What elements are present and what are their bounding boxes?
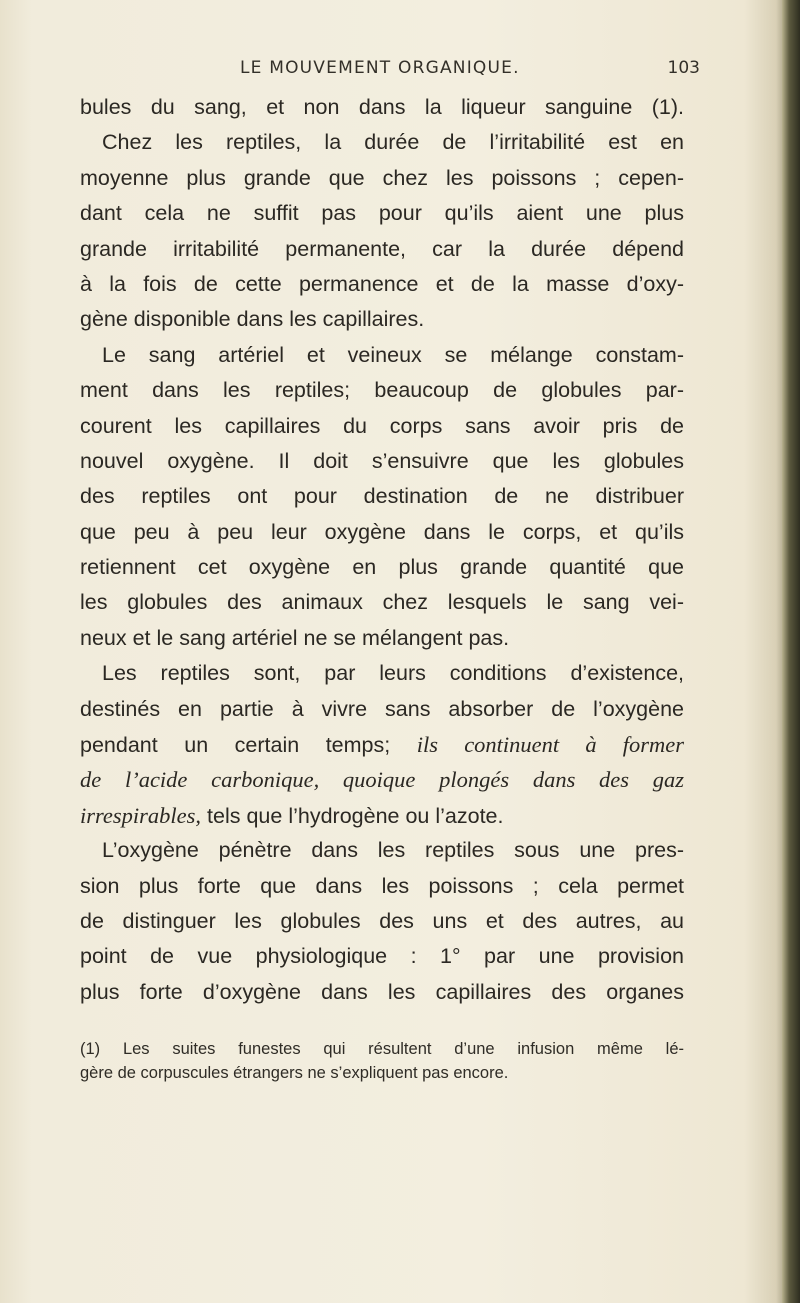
italic-text-run: de l’acide carbonique, quoique plongés dans des gaz [80, 767, 684, 793]
text-line [80, 798, 684, 833]
page-binding-edge [782, 0, 800, 1303]
page-header [80, 58, 700, 86]
text-line [80, 762, 684, 797]
text-line: neux et le sang artériel ne se mélangent pas. [80, 625, 510, 650]
footnote-line: gère de corpuscules étrangers ne s’expliquent pas encore. [80, 1064, 509, 1082]
text-line: à la fois de cette permanence et de la masse d’oxy- [80, 271, 684, 296]
text-run: tels que l’hydrogène ou l’azote. [207, 803, 504, 828]
text-line: destinés en partie à vivre sans absorber de l’oxygène [80, 696, 684, 721]
text-line: nouvel oxygène. Il doit s’ensuivre que les globules [80, 448, 684, 473]
running-title: LE MOUVEMENT ORGANIQUE. [240, 58, 520, 78]
text-line: Les reptiles sont, par leurs conditions d’existence, [102, 661, 684, 686]
text-line: retiennent cet oxygène en plus grande quantité que [80, 555, 684, 580]
text-line: que peu à peu leur oxygène dans le corps, et qu’ils [80, 519, 684, 544]
text-line: courent les capillaires du corps sans avoir pris de [80, 413, 684, 438]
italic-text-run: irrespirables, [80, 802, 202, 828]
footnote [80, 1037, 684, 1085]
body-text [80, 90, 684, 1010]
page-number: 103 [667, 58, 700, 78]
text-line: de distinguer les globules des uns et des autres, au [80, 908, 684, 933]
text-line: des reptiles ont pour destination de ne distribuer [80, 484, 684, 509]
text-line: L’oxygène pénètre dans les reptiles sous une pres- [102, 838, 684, 863]
text-line: Chez les reptiles, la durée de l’irritabilité est en [102, 130, 684, 155]
text-line: ment dans les reptiles; beaucoup de globules par- [80, 378, 684, 403]
text-line: Le sang artériel et veineux se mélange constam- [102, 342, 684, 367]
text-line: sion plus forte que dans les poissons ; cela permet [80, 873, 684, 898]
text-line: plus forte d’oxygène dans les capillaires des organes [80, 979, 684, 1004]
footnote-line: (1) Les suites funestes qui résultent d’une infusion même lé- [80, 1040, 684, 1058]
text-line: les globules des animaux chez lesquels le sang vei- [80, 590, 684, 615]
text-line: point de vue physiologique : 1° par une provision [80, 944, 684, 969]
text-line: gène disponible dans les capillaires. [80, 307, 425, 332]
text-line: bules du sang, et non dans la liqueur sanguine (1). [80, 95, 684, 119]
text-line: moyenne plus grande que chez les poissons ; cepen- [80, 165, 684, 190]
text-line: dant cela ne suffit pas pour qu’ils aient une plus [80, 201, 684, 226]
text-line [80, 727, 684, 762]
text-line: grande irritabilité permanente, car la durée dépend [80, 236, 684, 261]
italic-text-run: ils continuent à former [416, 732, 684, 758]
text-run: pendant un certain temps; [80, 733, 391, 758]
